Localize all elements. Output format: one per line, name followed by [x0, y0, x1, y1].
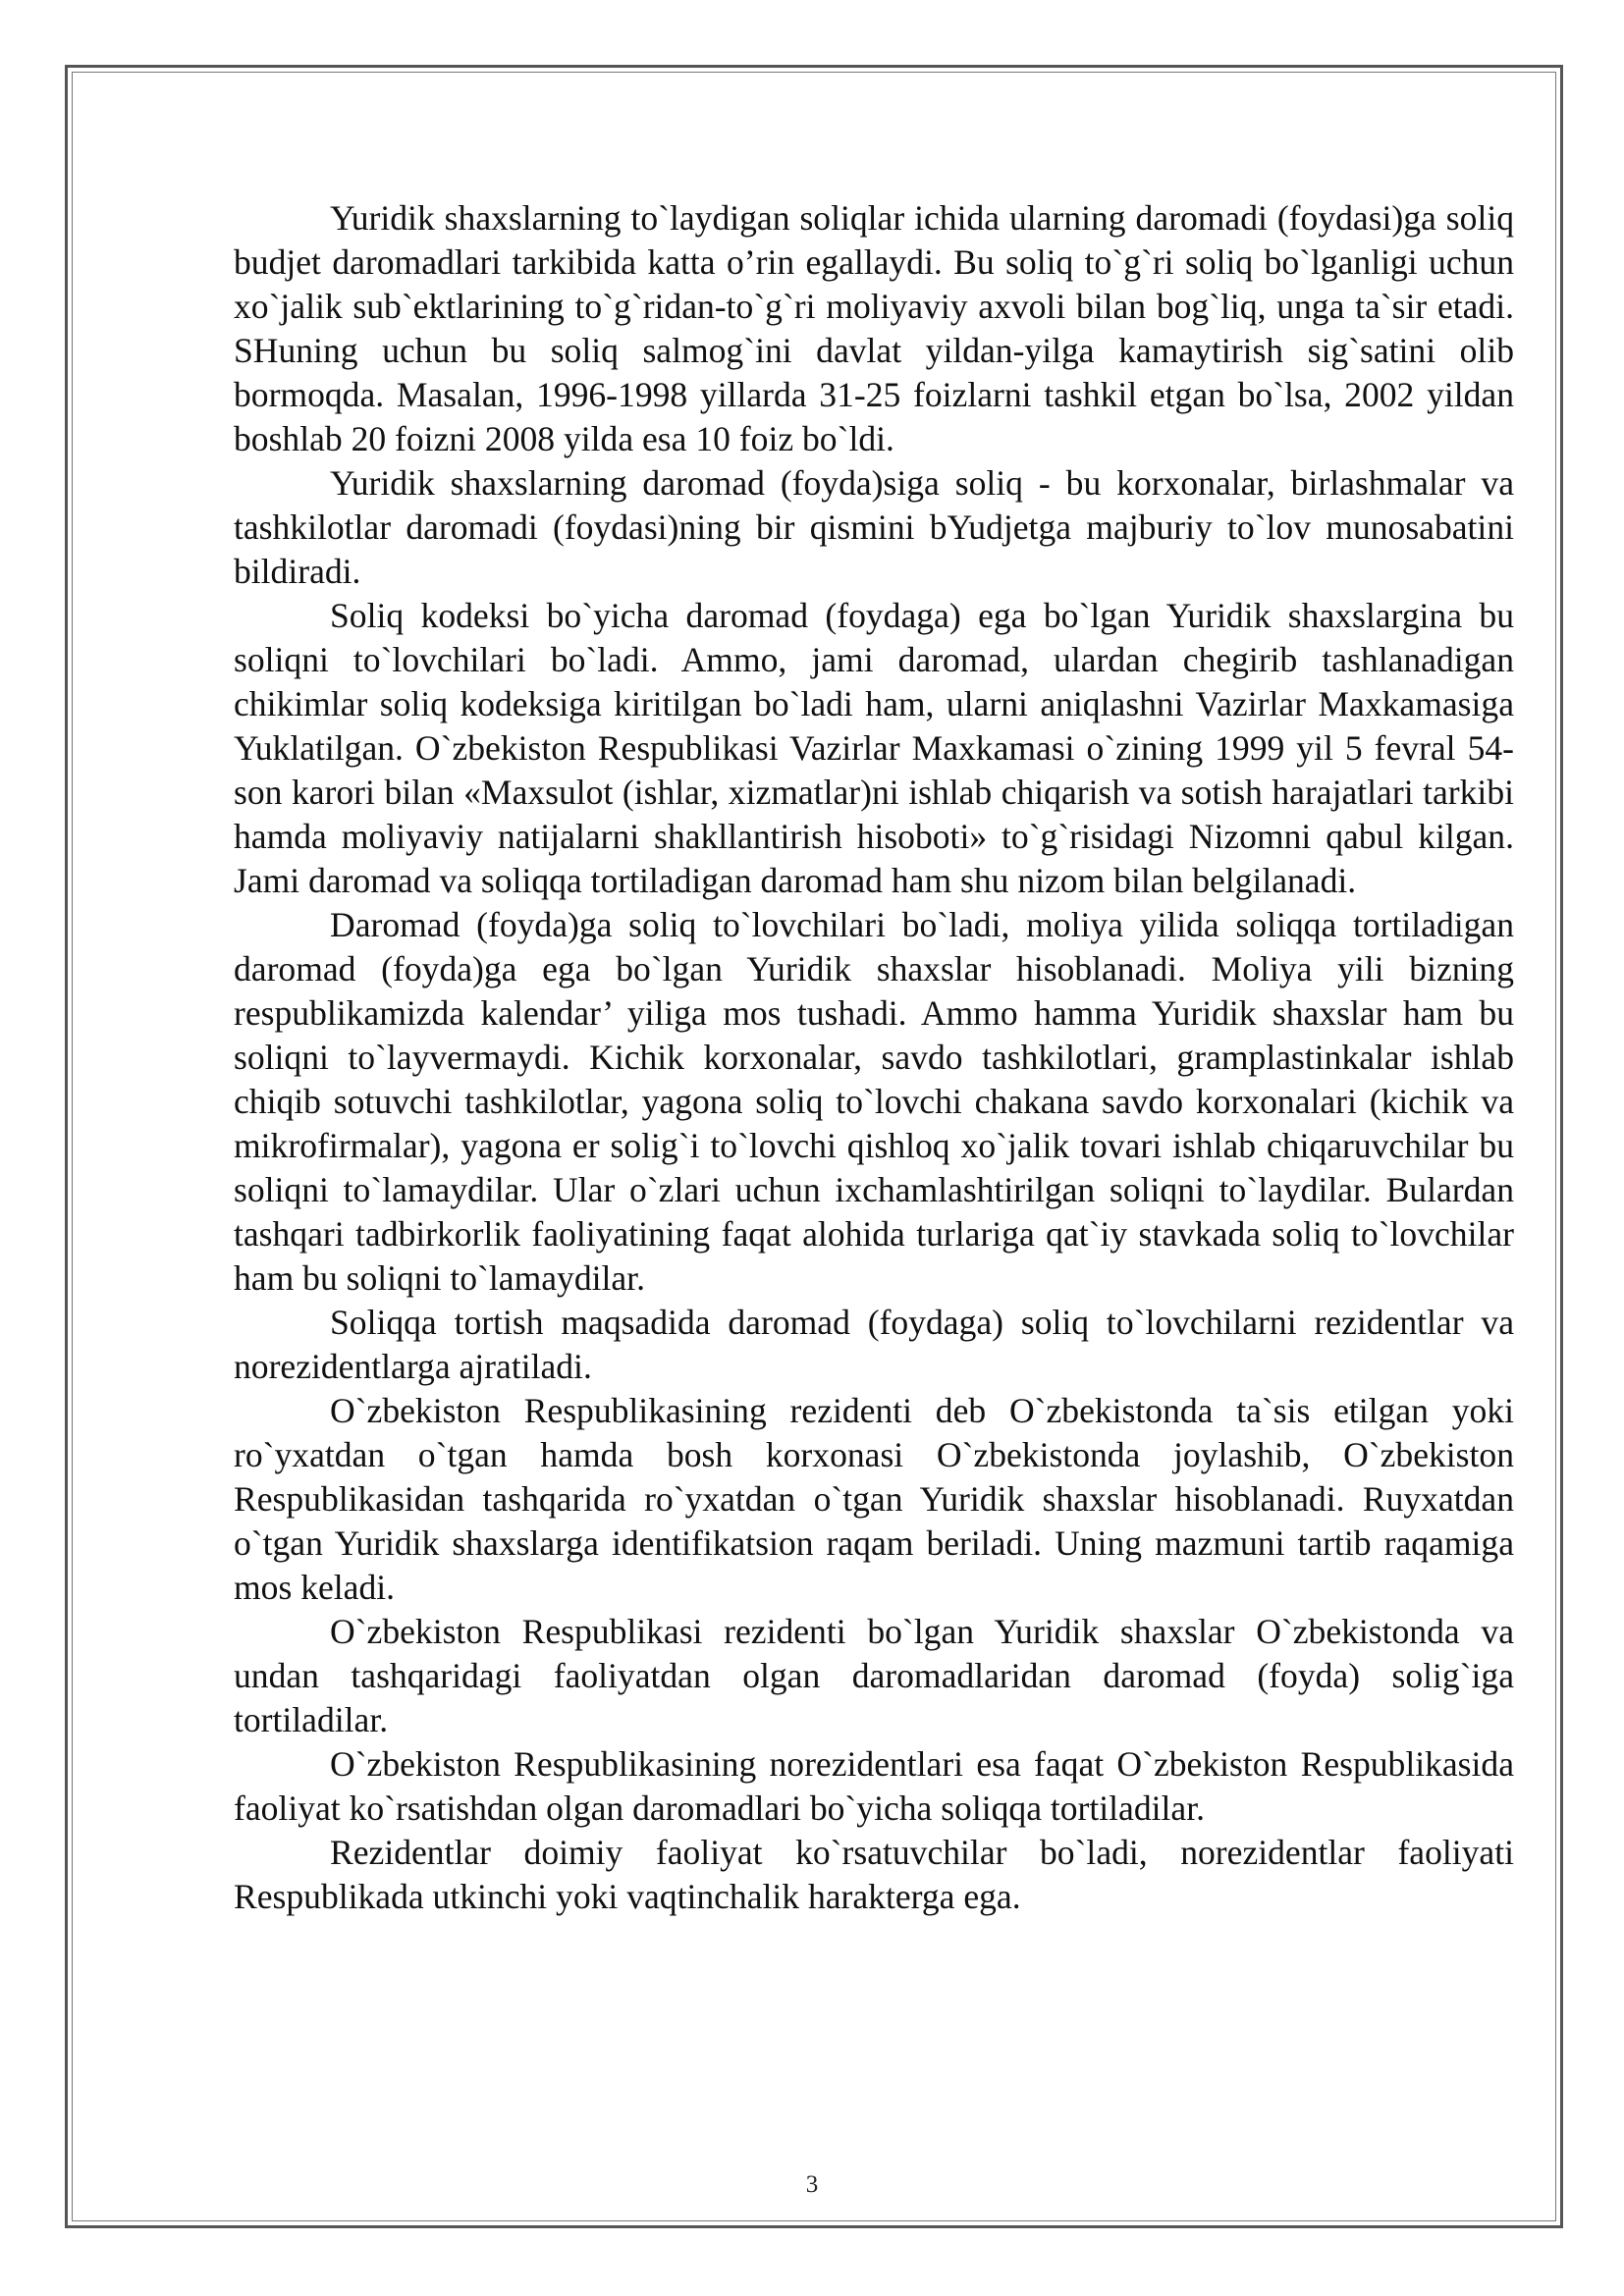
document-body	[234, 196, 1514, 1919]
page-number: 3	[805, 2171, 819, 2198]
paragraph-3: Soliq kodeksi bo`yicha daromad (foydaga) ega bo`lgan Yuridik shaxslargina bu soliqni to`lovchilari bo`ladi. Ammo, jami daromad, ulardan chegirib tashlanadigan chikimlar soliq kodeksiga kiritilgan bo`ladi ham, ularni aniqlashni Vazirlar Maxkamasiga Yuklatilgan. O`zbekiston Respublikasi Vazirlar Maxkamasi o`zining 1999 yil 5 fevral 54-son karori bilan «Maxsulot (ishlar, xizmatlar)ni ishlab chiqarish va sotish harajatlari tarkibi hamda moliyaviy natijalarni shakllantirish hisoboti» to`g`risidagi Nizomni qabul kilgan. Jami daromad va soliqqa tortiladigan daromad ham shu nizom bilan belgilanadi.	[234, 596, 1514, 900]
paragraph-7: O`zbekiston Respublikasi rezidenti bo`lgan Yuridik shaxslar O`zbekistonda va undan tashqaridagi faoliyatdan olgan daromadlaridan daromad (foyda) solig`iga tortiladilar.	[234, 1612, 1514, 1739]
paragraph-6: O`zbekiston Respublikasining rezidenti deb O`zbekistonda ta`sis etilgan yoki ro`yxatdan o`tgan hamda bosh korxonasi O`zbekistonda joylashib, O`zbekiston Respublikasidan tashqarida ro`yxatdan o`tgan Yuridik shaxslar hisoblanadi. Ruyxatdan o`tgan Yuridik shaxslarga identifikatsion raqam beriladi. Uning mazmuni tartib raqamiga mos keladi.	[234, 1391, 1514, 1607]
paragraph-9: Rezidentlar doimiy faoliyat ko`rsatuvchilar bo`ladi, norezidentlar faoliyati Respublikada utkinchi yoki vaqtinchalik harakterga ega.	[234, 1833, 1514, 1916]
paragraph-1: Yuridik shaxslarning to`laydigan soliqlar ichida ularning daromadi (foydasi)ga soliq budjet daromadlari tarkibida katta o’rin egallaydi. Bu soliq to`g`ri soliq bo`lganligi uchun xo`jalik sub`ektlarining to`g`ridan-to`g`ri moliyaviy axvoli bilan bog`liq, unga ta`sir etadi. SHuning uchun bu soliq salmog`ini davlat yildan-yilga kamaytirish sig`satini olib bormoqda. Masalan, 1996-1998 yillarda 31-25 foizlarni tashkil etgan bo`lsa, 2002 yildan boshlab 20 foizni 2008 yilda esa 10 foiz bo`ldi.	[234, 198, 1514, 458]
paragraph-5: Soliqqa tortish maqsadida daromad (foydaga) soliq to`lovchilarni rezidentlar va norezidentlarga ajratiladi.	[234, 1303, 1514, 1386]
paragraph-4: Daromad (foyda)ga soliq to`lovchilari bo`ladi, moliya yilida soliqqa tortiladigan daromad (foyda)ga ega bo`lgan Yuridik shaxslar hisoblanadi. Moliya yili bizning respublikamizda kalendar’ yiliga mos tushadi. Ammo hamma Yuridik shaxslar ham bu soliqni to`layvermaydi. Kichik korxonalar, savdo tashkilotlari, gramplastinkalar ishlab chiqib sotuvchi tashkilotlar, yagona soliq to`lovchi chakana savdo korxonalari (kichik va mikrofirmalar), yagona er solig`i to`lovchi qishloq xo`jalik tovari ishlab chiqaruvchilar bu soliqni to`lamaydilar. Ular o`zlari uchun ixchamlashtirilgan soliqni to`laydilar. Bulardan tashqari tadbirkorlik faoliyatining faqat alohida turlariga qat`iy stavkada soliq to`lovchilar ham bu soliqni to`lamaydilar.	[234, 905, 1514, 1298]
paragraph-8: O`zbekiston Respublikasining norezidentlari esa faqat O`zbekiston Respublikasida faoliyat ko`rsatishdan olgan daromadlari bo`yicha soliqqa tortiladilar.	[234, 1744, 1514, 1828]
paragraph-2: Yuridik shaxslarning daromad (foyda)siga soliq - bu korxonalar, birlashmalar va tashkilotlar daromadi (foydasi)ning bir qismini bYudjetga majburiy to`lov munosabatini bildiradi.	[234, 463, 1514, 591]
